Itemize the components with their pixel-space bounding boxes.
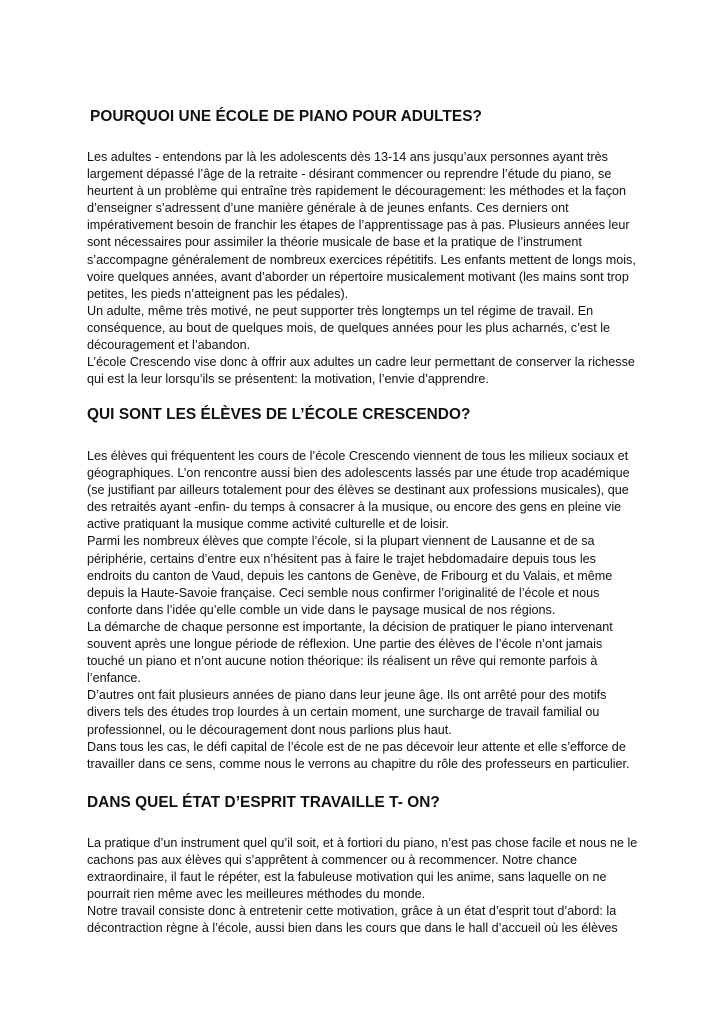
paragraph: D’autres ont fait plusieurs années de piano dans leur jeune âge. Ils ont arrêté pour des motifs divers tels des études trop lourdes à un certain moment, une surcharge de travail familial ou professionnel, ou le découragement dont nous parlions plus haut. (87, 688, 607, 737)
paragraph: Les élèves qui fréquentent les cours de l’école Crescendo viennent de tous les milieux sociaux et géographiques. L’on rencontre aussi bien des adolescents lassés par une étude trop académique (se justifiant par ailleurs totalement pour des élèves se destinant aux professions musicales), que des retraités ayant -enfin- du temps à consacrer à la musique, ou encore des gens en pleine vie active pratiquant la musique comme activité culturelle et de loisir. (87, 449, 630, 532)
paragraph: La pratique d’un instrument quel qu’il soit, et à fortiori du piano, n’est pas chose facile et nous ne le cachons pas aux élèves qui s’apprêtent à commencer ou à recommencer. Notre chance extraordinaire, il faut le répéter, est la fabuleuse motivation qui les anime, sans laquelle on ne pourrait rien même avec les meilleures méthodes du monde. (87, 836, 638, 902)
paragraph: Notre travail consiste donc à entretenir cette motivation, grâce à un état d’esprit tout d’abord: la décontraction règne à l’école, aussi bien dans les cours que dans le hall d’accueil où les élèves (87, 904, 618, 936)
section-heading-why-school: POURQUOI UNE ÉCOLE DE PIANO POUR ADULTES? (90, 108, 482, 125)
paragraph: Dans tous les cas, le défi capital de l’école est de ne pas décevoir leur attente et elle s’efforce de travailler dans ce sens, comme nous le verrons au chapitre du rôle des professeurs en particulier. (87, 739, 630, 771)
section-body-who-students (87, 448, 643, 773)
paragraph: Les adultes - entendons par là les adolescents dès 13-14 ans jusqu’aux personnes ayant très largement dépassé l’âge de la retraite - désirant commencer ou reprendre l’étude du piano, se heurtent à un problème qui entraîne très rapidement le découragement: les méthodes et la façon d’enseigner s’adressent d’une manière générale à de jeunes enfants. Ces derniers ont impérativement besoin de franchir les étapes de l’apprentissage pas à pas. Plusieurs années leur sont nécessaires pour assimiler la théorie musicale de base et la pratique de l’instrument s’accompagne généralement de nombreux exercices répétitifs. Les enfants mettent de longs mois, voire quelques années, avant d’aborder un répertoire musicalement motivant (les mains sont trop petites, les pieds n’atteignent pas les pédales). (87, 150, 636, 301)
section-heading-who-students: QUI SONT LES ÉLÈVES DE L’ÉCOLE CRESCENDO? (87, 406, 471, 423)
paragraph: L’école Crescendo vise donc à offrir aux adultes un cadre leur permettant de conserver la richesse qui est la leur lorsqu’ils se présentent: la motivation, l’envie d’apprendre. (87, 355, 635, 387)
paragraph: La démarche de chaque personne est importante, la décision de pratiquer le piano intervenant souvent après une longue période de réflexion. Une partie des élèves de l’école n’ont jamais touché un piano et n’ont aucune notion théorique: ils réalisent un rêve qui remonte parfois à l’enfance. (87, 619, 613, 686)
section-body-why-school (87, 149, 643, 388)
section-heading-state-of-mind: DANS QUEL ÉTAT D’ESPRIT TRAVAILLE T- ON? (87, 794, 440, 811)
section-body-state-of-mind (87, 835, 643, 938)
paragraph: Parmi les nombreux élèves que compte l’école, si la plupart viennent de Lausanne et de sa périphérie, certains d’entre eux n’hésitent pas à faire le trajet hebdomadaire depuis tous les endroits du canton de Vaud, depuis les cantons de Genève, de Fribourg et du Valais, et même depuis la Haute-Savoie française. Ceci semble nous confirmer l’originalité de l’école et nous conforte dans l’idée qu’elle comble un vide dans le paysage musical de nos régions. (87, 534, 613, 617)
paragraph: Un adulte, même très motivé, ne peut supporter très longtemps un tel régime de travail. En conséquence, au bout de quelques mois, de quelques années pour les plus acharnés, c’est le découragement et l’abandon. (87, 303, 610, 353)
